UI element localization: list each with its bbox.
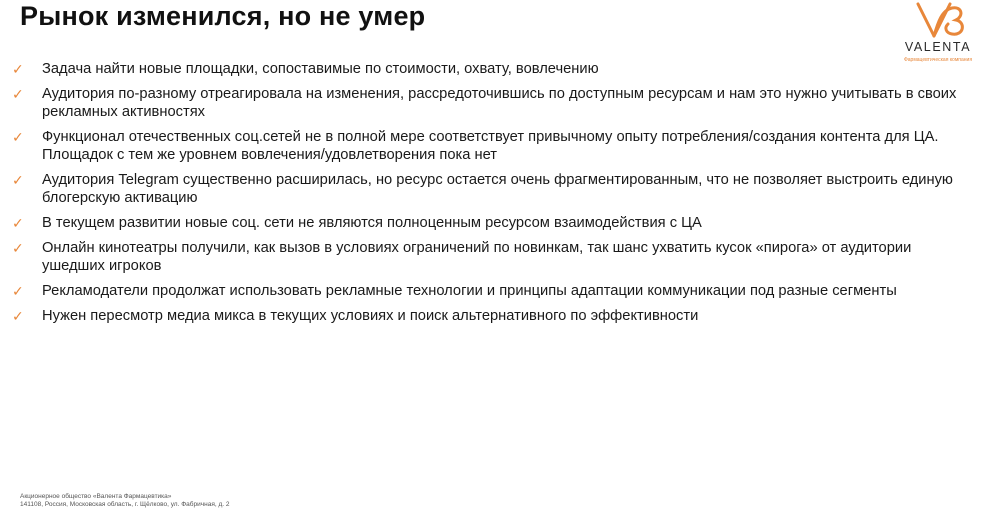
bullet-list [12, 60, 967, 332]
footer-company: Акционерное общество «Валента Фармацевтика» [20, 493, 172, 500]
bullet-text: В текущем развитии новые соц. сети не являются полноценным ресурсом взаимодействия с ЦА [42, 215, 702, 231]
bullet-item [12, 282, 967, 300]
bullet-item [12, 214, 967, 232]
bullet-item [12, 85, 967, 121]
bullet-text: Аудитория Telegram существенно расширилась, но ресурс остается очень фрагментированным, что не позволяет выстроить единую блогерскую активацию [42, 172, 953, 206]
bullet-item [12, 128, 967, 164]
checkmark-icon: ✓ [12, 172, 24, 188]
bullet-text: Функционал отечественных соц.сетей не в полной мере соответствует привычному опыту потребления/создания контента для ЦА. Площадок с тем же уровнем вовлечения/удовлетворения пока нет [42, 129, 939, 163]
checkmark-icon: ✓ [12, 129, 24, 145]
bullet-text: Нужен пересмотр медиа микса в текущих условиях и поиск альтернативного по эффективности [42, 308, 699, 324]
bullet-item [12, 60, 967, 78]
bullet-item [12, 307, 967, 325]
checkmark-icon: ✓ [12, 86, 24, 102]
footer-address [20, 493, 229, 509]
logo-tagline: Фармацевтическая компания [903, 57, 973, 63]
checkmark-icon: ✓ [12, 61, 24, 77]
bullet-text: Аудитория по-разному отреагировала на изменения, рассредоточившись по доступным ресурсам и нам это нужно учитывать в своих рекламных активностях [42, 86, 957, 120]
bullet-text: Рекламодатели продолжат использовать рекламные технологии и принципы адаптации коммуникации под разные сегменты [42, 283, 897, 299]
bullet-item [12, 171, 967, 207]
checkmark-icon: ✓ [12, 308, 24, 324]
checkmark-icon: ✓ [12, 283, 24, 299]
checkmark-icon: ✓ [12, 240, 24, 256]
footer-address-line: 141108, Россия, Московская область, г. Щёлково, ул. Фабричная, д. 2 [20, 501, 230, 508]
bullet-text: Онлайн кинотеатры получили, как вызов в условиях ограничений по новинкам, так шанс ухватить кусок «пирога» от аудитории ушедших игроков [42, 240, 912, 274]
slide-title: Рынок изменился, но не умер [20, 1, 426, 31]
bullet-item [12, 239, 967, 275]
logo-wordmark: VALENTA [904, 40, 972, 54]
valenta-logo-mark-icon [908, 0, 968, 40]
bullet-text: Задача найти новые площадки, сопоставимые по стоимости, охвату, вовлечению [42, 61, 599, 77]
checkmark-icon: ✓ [12, 215, 24, 231]
